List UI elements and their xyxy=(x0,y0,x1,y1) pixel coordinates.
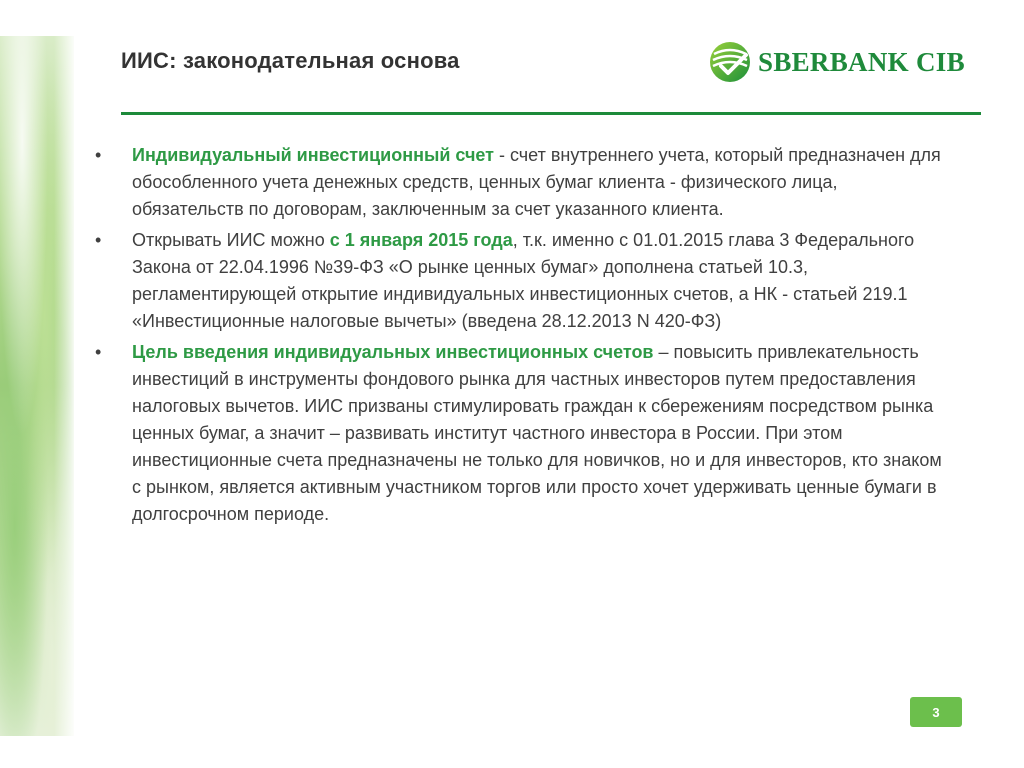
logo-text: SBERBANK CIB xyxy=(758,46,965,77)
bullet-prefix: Открывать ИИС можно xyxy=(132,230,330,250)
bullet-list xyxy=(95,142,945,532)
bullet-highlight: Индивидуальный инвестиционный счет xyxy=(132,145,494,165)
bullet-symbol: • xyxy=(95,145,102,165)
bullet-highlight: Цель введения индивидуальных инвестиционных счетов xyxy=(132,342,654,362)
decorative-leaf-strip xyxy=(0,36,74,736)
bullet-text: - счет внутреннего учета, который предназначен для обособленного учета денежных средств, ценных бумаг клиента - физического лица, обязательств по договорам, заключенным за счет указанного клиента. xyxy=(132,145,941,219)
bullet-item xyxy=(95,339,945,528)
page-number-badge: 3 xyxy=(910,697,962,727)
bullet-symbol: • xyxy=(95,230,102,250)
bullet-item xyxy=(95,142,945,223)
slide-title: ИИС: законодательная основа xyxy=(121,48,460,73)
sberbank-logo xyxy=(708,40,965,84)
sberbank-logo-icon xyxy=(708,40,752,84)
bullet-item xyxy=(95,227,945,335)
title-divider xyxy=(121,112,981,115)
bullet-highlight: с 1 января 2015 года xyxy=(329,230,513,250)
bullet-symbol: • xyxy=(95,342,102,362)
bullet-text: , т.к. именно с 01.01.2015 глава 3 Федерального Закона от 22.04.1996 №39-ФЗ «О рынке ценных бумаг» дополнена статьей 10.3, регламентирующей открытие индивидуальных инвестиционных счетов, а НК - статьей 219.1 «Инвестиционные налоговые вычеты» (введена 28.12.2013 N 420-ФЗ) xyxy=(132,230,915,331)
bullet-text: – повысить привлекательность инвестиций в инструменты фондового рынка для частных инвесторов путем предоставления налоговых вычетов. ИИС призваны стимулировать граждан к сбережениям посредством рынка ценных бумаг, а значит – развивать институт частного инвестора в России. При этом инвестиционные счета предназначены не только для новичков, но и для инвесторов, кто знаком с рынком, является активным участником торгов или просто хочет удерживать ценные бумаги в долгосрочном периоде. xyxy=(132,342,942,524)
